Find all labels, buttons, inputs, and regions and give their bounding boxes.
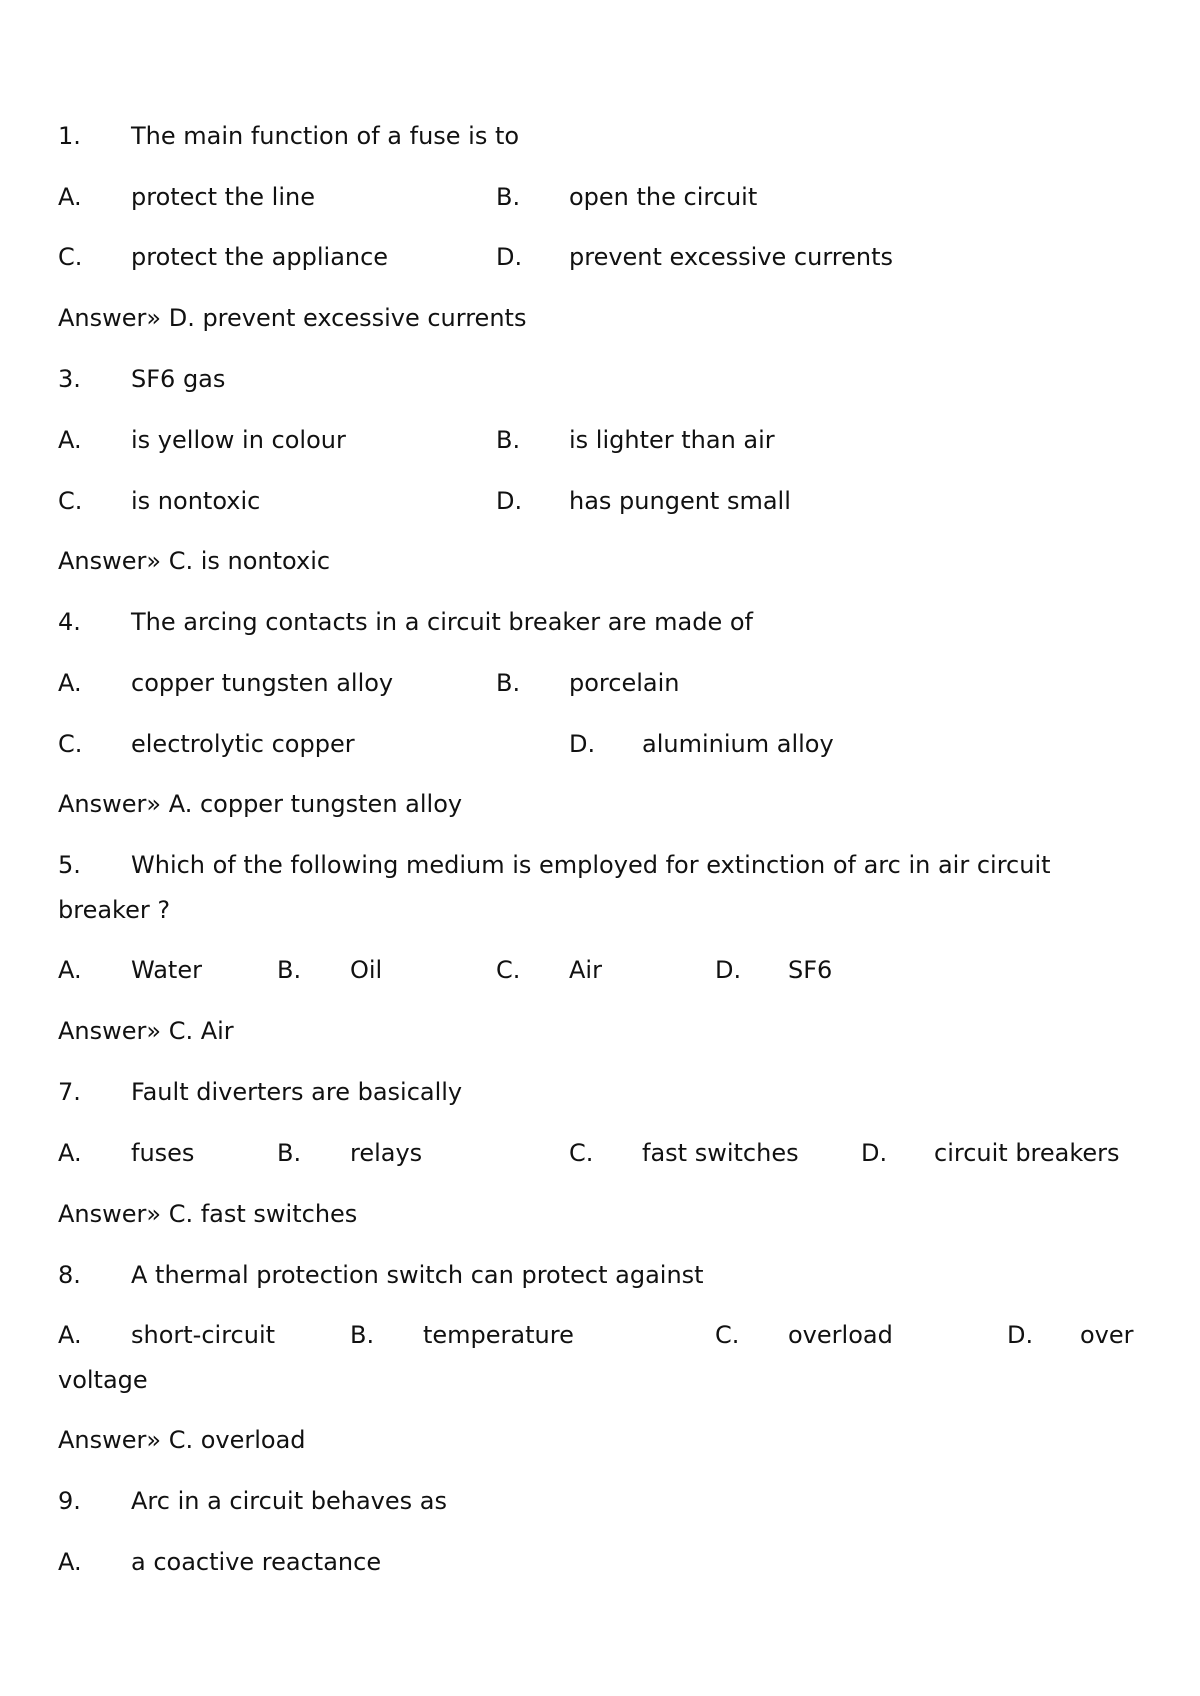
question-text: Fault diverters are basically: [131, 1078, 463, 1106]
option-text: electrolytic copper: [131, 730, 355, 758]
question-text: The main function of a fuse is to: [131, 122, 520, 150]
question-number: 8.: [58, 1261, 81, 1289]
question-text: Which of the following medium is employed for extinction of arc in air circuit: [131, 851, 1051, 879]
option-letter: D.: [1007, 1321, 1034, 1349]
option-letter: D.: [569, 730, 596, 758]
option-text: short-circuit: [131, 1321, 276, 1349]
option-text: fast switches: [642, 1139, 799, 1167]
option-letter: B.: [496, 183, 521, 211]
option-letter: B.: [496, 669, 521, 697]
answer-line: Answer» D. prevent excessive currents: [58, 304, 527, 332]
option-text: is nontoxic: [131, 487, 261, 515]
option-text: protect the line: [131, 183, 315, 211]
option-text: circuit breakers: [934, 1139, 1120, 1167]
option-letter: C.: [496, 956, 521, 984]
option-letter: C.: [569, 1139, 594, 1167]
question-text: The arcing contacts in a circuit breaker are made of: [131, 608, 753, 636]
option-letter: D.: [861, 1139, 888, 1167]
option-text: has pungent small: [569, 487, 791, 515]
option-letter: B.: [496, 426, 521, 454]
answer-line: Answer» C. overload: [58, 1426, 306, 1454]
answer-line: Answer» C. is nontoxic: [58, 547, 331, 575]
question-number: 4.: [58, 608, 81, 636]
option-letter: D.: [496, 243, 523, 271]
option-text: Air: [569, 956, 602, 984]
option-text: temperature: [423, 1321, 574, 1349]
option-letter: A.: [58, 1548, 82, 1576]
answer-line: Answer» C. fast switches: [58, 1200, 358, 1228]
question-number: 7.: [58, 1078, 81, 1106]
option-letter: C.: [58, 243, 83, 271]
option-letter: A.: [58, 956, 82, 984]
option-text: protect the appliance: [131, 243, 389, 271]
option-letter: B.: [277, 1139, 302, 1167]
question-number: 5.: [58, 851, 81, 879]
option-letter: C.: [58, 487, 83, 515]
option-letter: A.: [58, 1139, 82, 1167]
option-letter: D.: [496, 487, 523, 515]
option-text: relays: [350, 1139, 423, 1167]
option-text: is yellow in colour: [131, 426, 346, 454]
option-text: Water: [131, 956, 202, 984]
option-letter: D.: [715, 956, 742, 984]
question-text: Arc in a circuit behaves as: [131, 1487, 447, 1515]
option-text: open the circuit: [569, 183, 758, 211]
option-text: overload: [788, 1321, 893, 1349]
option-text: over: [1080, 1321, 1134, 1349]
option-text: copper tungsten alloy: [131, 669, 394, 697]
option-text: aluminium alloy: [642, 730, 834, 758]
option-text: a coactive reactance: [131, 1548, 382, 1576]
option-text: prevent excessive currents: [569, 243, 893, 271]
option-letter: B.: [277, 956, 302, 984]
question-text: A thermal protection switch can protect against: [131, 1261, 704, 1289]
option-letter: A.: [58, 1321, 82, 1349]
option-text: porcelain: [569, 669, 680, 697]
question-text-continued: breaker ?: [58, 896, 171, 924]
option-letter: C.: [715, 1321, 740, 1349]
option-text-continued: voltage: [58, 1366, 148, 1394]
option-letter: C.: [58, 730, 83, 758]
question-number: 1.: [58, 122, 81, 150]
option-text: Oil: [350, 956, 383, 984]
answer-line: Answer» A. copper tungsten alloy: [58, 790, 463, 818]
question-text: SF6 gas: [131, 365, 226, 393]
option-text: SF6: [788, 956, 833, 984]
answer-line: Answer» C. Air: [58, 1017, 234, 1045]
option-letter: A.: [58, 669, 82, 697]
question-number: 9.: [58, 1487, 81, 1515]
question-number: 3.: [58, 365, 81, 393]
option-letter: B.: [350, 1321, 375, 1349]
option-letter: A.: [58, 183, 82, 211]
option-text: is lighter than air: [569, 426, 775, 454]
option-letter: A.: [58, 426, 82, 454]
option-text: fuses: [131, 1139, 195, 1167]
